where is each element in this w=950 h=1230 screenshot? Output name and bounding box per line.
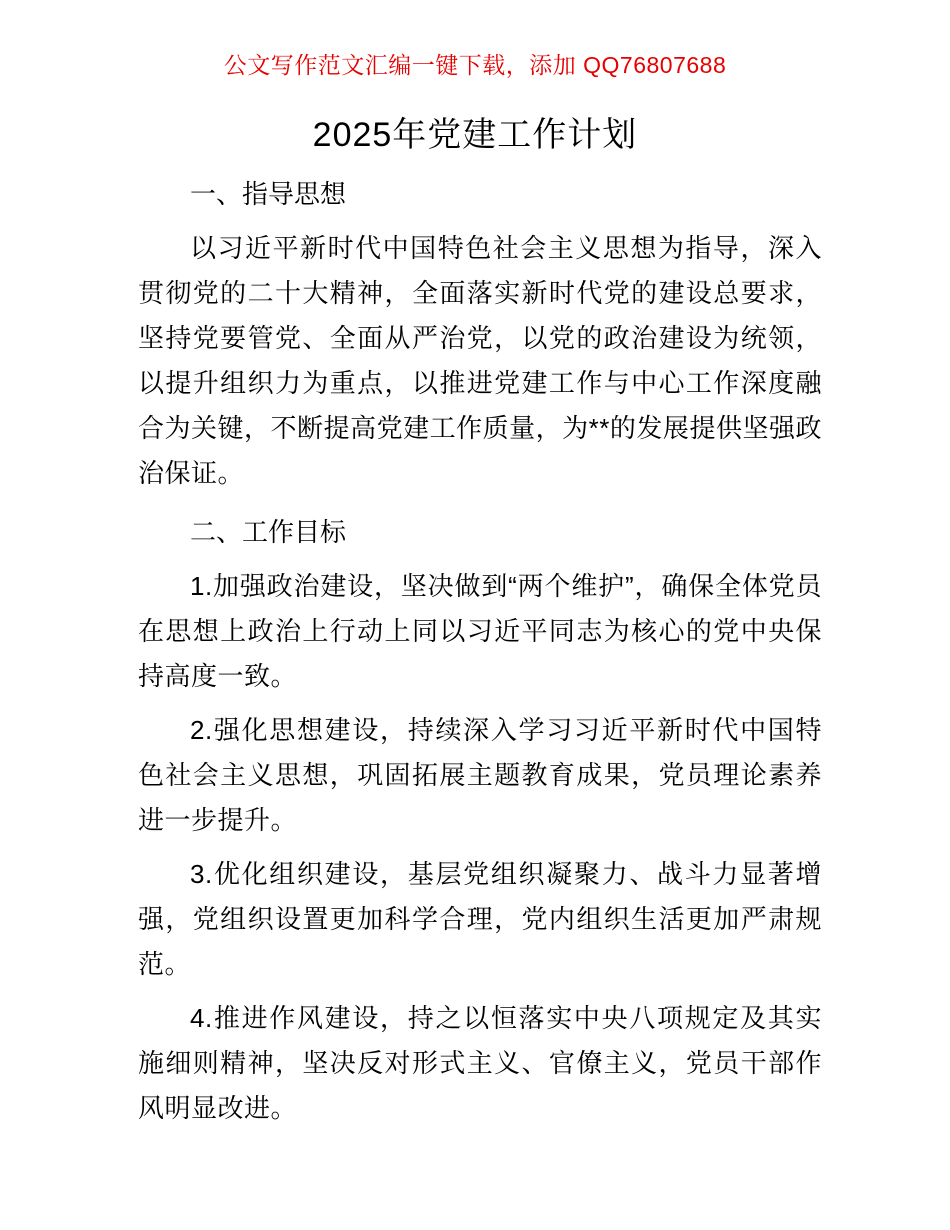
promo-notice: 公文写作范文汇编一键下载，添加 QQ76807688: [223, 52, 727, 78]
paragraph: 3.优化组织建设，基层党组织凝聚力、战斗力显著增强，党组织设置更加科学合理，党内组织生活更加严肃规范。: [138, 859, 822, 979]
section-heading: 一、指导思想: [190, 179, 347, 209]
section-work-goals: [138, 510, 822, 1131]
section-heading: 二、工作目标: [190, 517, 347, 547]
paragraph: 1.加强政治建设，坚决做到“两个维护”，确保全体党员在思想上政治上行动上同以习近平同志为核心的党中央保持高度一致。: [138, 571, 822, 691]
paragraph: 以习近平新时代中国特色社会主义思想为指导，深入贯彻党的二十大精神，全面落实新时代党的建设总要求，坚持党要管党、全面从严治党，以党的政治建设为统领，以提升组织力为重点，以推进党建工作与中心工作深度融合为关键，不断提高党建工作质量，为**的发展提供坚强政治保证。: [138, 233, 822, 488]
document-title: 2025年党建工作计划: [312, 116, 638, 154]
paragraph: 4.推进作风建设，持之以恒落实中央八项规定及其实施细则精神，坚决反对形式主义、官僚主义，党员干部作风明显改进。: [138, 1003, 822, 1123]
document-body: [0, 172, 950, 1131]
section-guiding-ideology: [138, 172, 822, 496]
paragraph: 2.强化思想建设，持续深入学习习近平新时代中国特色社会主义思想，巩固拓展主题教育成果，党员理论素养进一步提升。: [138, 715, 822, 835]
